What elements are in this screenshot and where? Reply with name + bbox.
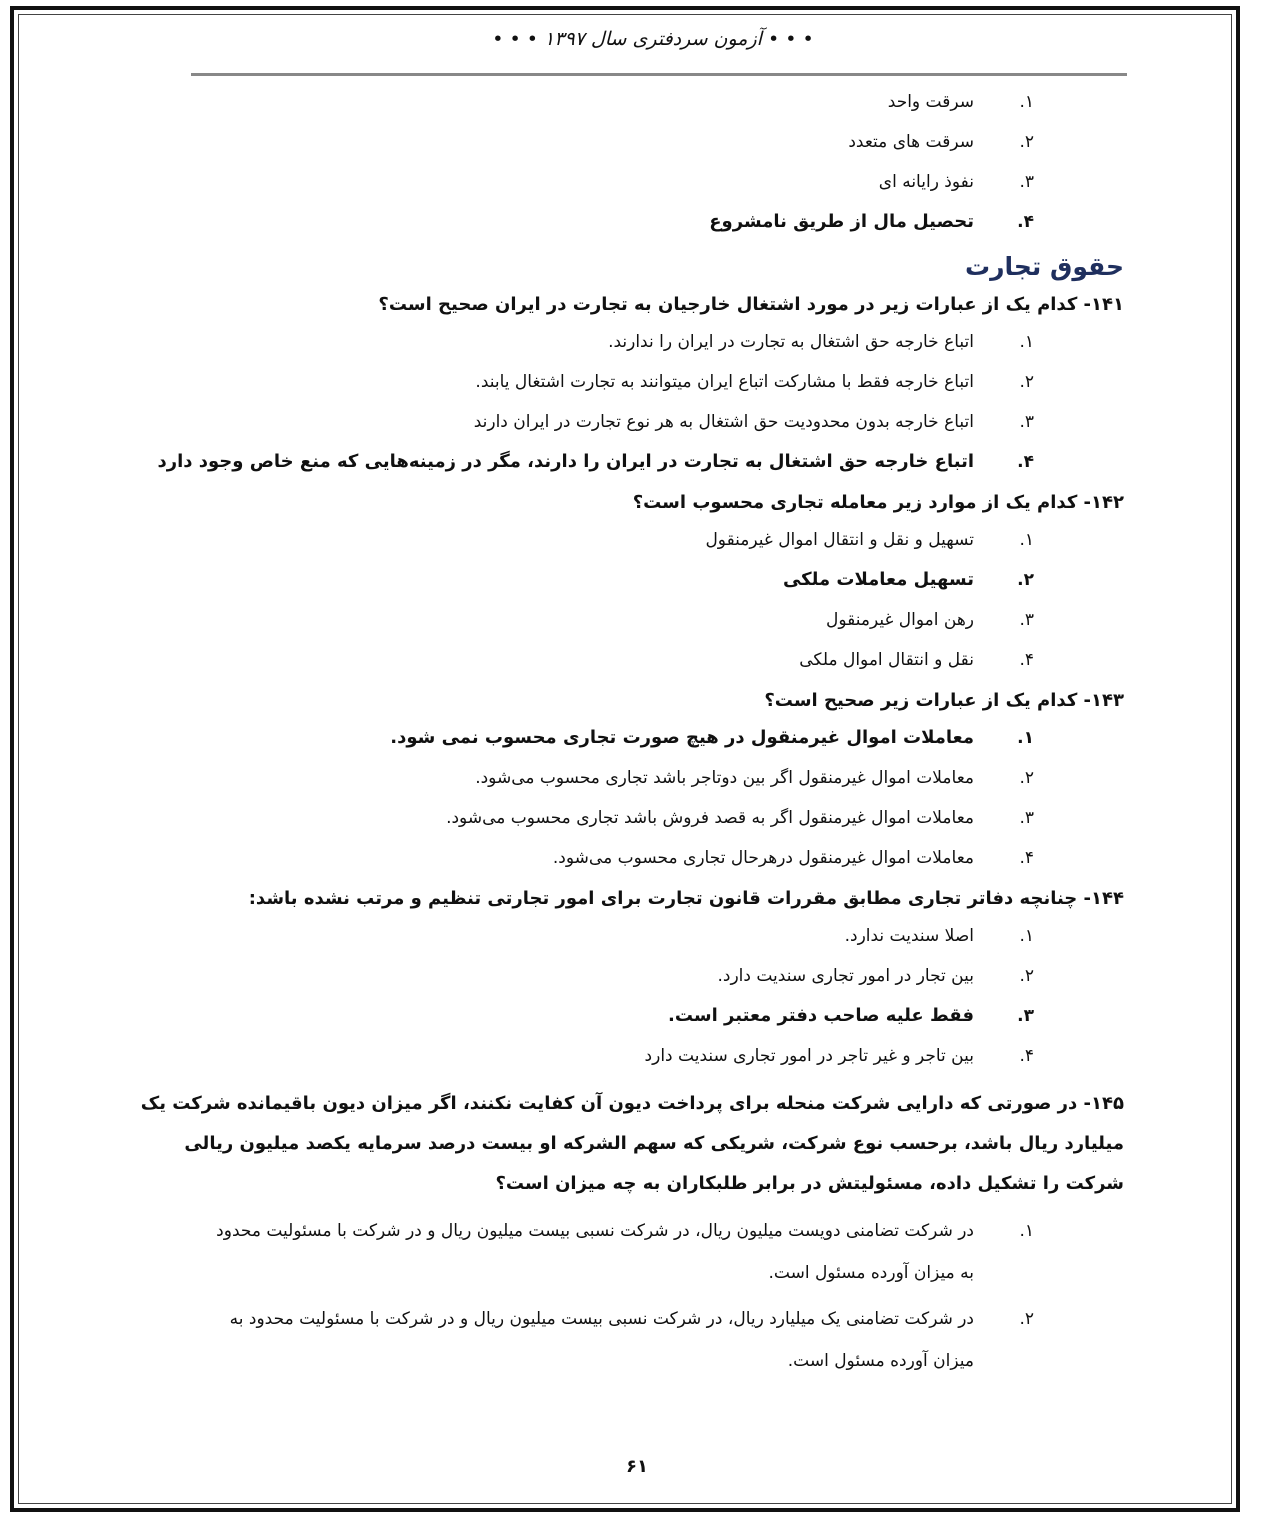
question-142: ۱۴۲- کدام یک از موارد زیر معامله تجاری محسوب است؟ [632, 492, 1124, 513]
option-text: معاملات اموال غیرمنقول اگر به قصد فروش باشد تجاری محسوب می‌شود. [446, 808, 974, 828]
list-item [134, 90, 1124, 114]
option-text: اتباع خارجه حق اشتغال به تجارت در ایران را دارند، مگر در زمینه‌هایی که منع خاص وجود دارد [157, 451, 974, 472]
option-number: ۲. [1019, 966, 1034, 986]
list-item [134, 924, 1124, 948]
list-item [134, 806, 1124, 830]
option-text: نقل و انتقال اموال ملکی [799, 650, 974, 670]
option-number: ۴. [1019, 650, 1034, 670]
option-text: اصلا سندیت ندارد. [844, 926, 974, 946]
list-item [209, 1210, 1124, 1294]
question-145: ۱۴۵- در صورتی که دارایی شرکت منحله برای پرداخت دیون آن کفایت نکنند، اگر میزان دیون باقیمانده شرکت یک میلیارد ریال باشد، برحسب نوع شرکت، شریکی که سهم الشرکه او بیست درصد سرمایه یکصد میلیون ریالی شرکت را تشکیل داده، مسئولیتش در برابر طلبکاران به چه میزان است؟ [140, 1093, 1124, 1194]
list-item [209, 1298, 1124, 1382]
option-text: بین تجار در امور تجاری سندیت دارد. [717, 966, 974, 986]
option-number: ۱. [1019, 332, 1034, 352]
option-number: ۲. [1017, 570, 1034, 590]
option-number: ۴. [1019, 848, 1034, 868]
option-text: بین تاجر و غیر تاجر در امور تجاری سندیت دارد [644, 1046, 974, 1066]
option-text: معاملات اموال غیرمنقول در هیچ صورت تجاری محسوب نمی شود. [390, 727, 974, 748]
list-item [134, 1044, 1124, 1068]
option-number: ۱. [1019, 1221, 1034, 1241]
list-item [134, 528, 1124, 552]
option-text: سرقت واحد [887, 92, 974, 112]
option-text: اتباع خارجه فقط با مشارکت اتباع ایران میتوانند به تجارت اشتغال یابند. [475, 372, 974, 392]
question-143: ۱۴۳- کدام یک از عبارات زیر صحیح است؟ [764, 690, 1124, 711]
option-text: در شرکت تضامنی دویست میلیون ریال، در شرکت نسبی بیست میلیون ریال و در شرکت با مسئولیت محدود به میزان آورده مسئول است. [216, 1221, 974, 1283]
option-number: ۳. [1019, 412, 1034, 432]
list-item [134, 648, 1124, 672]
list-item-correct [134, 726, 1124, 750]
option-number: ۴. [1019, 1046, 1034, 1066]
list-item [134, 410, 1124, 434]
question-144: ۱۴۴- چنانچه دفاتر تجاری مطابق مقررات قانون تجارت برای امور تجارتی تنظیم و مرتب نشده باشد: [248, 888, 1124, 909]
option-text: نفوذ رایانه ای [878, 172, 974, 192]
list-item [134, 170, 1124, 194]
option-text: سرقت های متعدد [848, 132, 974, 152]
option-text: تسهیل معاملات ملکی [782, 569, 974, 590]
option-number: ۴. [1017, 452, 1034, 472]
option-number: ۳. [1017, 1006, 1034, 1026]
option-number: ۱. [1019, 92, 1034, 112]
list-item [134, 370, 1124, 394]
list-item [134, 130, 1124, 154]
option-text: تحصیل مال از طریق نامشروع [709, 211, 974, 232]
option-text: تسهیل و نقل و انتقال اموال غیرمنقول [705, 530, 974, 550]
option-text: اتباع خارجه بدون محدودیت حق اشتغال به هر نوع تجارت در ایران دارند [473, 412, 974, 432]
list-item [134, 330, 1124, 354]
list-item-correct [134, 568, 1124, 592]
option-text: معاملات اموال غیرمنقول درهرحال تجاری محسوب می‌شود. [552, 848, 974, 868]
option-number: ۲. [1019, 768, 1034, 788]
list-item [134, 608, 1124, 632]
list-item [134, 846, 1124, 870]
option-number: ۳. [1019, 610, 1034, 630]
option-number: ۴. [1017, 212, 1034, 232]
option-text: رهن اموال غیرمنقول [826, 610, 974, 630]
option-number: ۳. [1019, 808, 1034, 828]
option-number: ۳. [1019, 172, 1034, 192]
page-content [134, 90, 1124, 1386]
header-rule [191, 73, 1127, 76]
question-141: ۱۴۱- کدام یک از عبارات زیر در مورد اشتغال خارجیان به تجارت در ایران صحیح است؟ [378, 294, 1124, 315]
list-item [134, 964, 1124, 988]
list-item-correct [134, 210, 1124, 234]
option-number: ۱. [1017, 728, 1034, 748]
list-item [134, 766, 1124, 790]
page-header: • • • آزمون سردفتری سال ۱۳۹۷ • • • [492, 28, 814, 50]
option-text: در شرکت تضامنی یک میلیارد ریال، در شرکت نسبی بیست میلیون ریال و در شرکت با مسئولیت محدود به میزان آورده مسئول است. [229, 1309, 974, 1371]
option-text: اتباع خارجه حق اشتغال به تجارت در ایران را ندارند. [608, 332, 974, 352]
option-number: ۱. [1019, 926, 1034, 946]
section-title: حقوق تجارت [964, 252, 1124, 281]
page-number: ۶۱ [626, 1456, 648, 1477]
option-text: معاملات اموال غیرمنقول اگر بین دوتاجر باشد تجاری محسوب می‌شود. [475, 768, 974, 788]
option-number: ۲. [1019, 132, 1034, 152]
list-item-correct [134, 1004, 1124, 1028]
option-number: ۲. [1019, 372, 1034, 392]
option-number: ۱. [1019, 530, 1034, 550]
option-number: ۲. [1019, 1309, 1034, 1329]
option-text: فقط علیه صاحب دفتر معتبر است. [668, 1005, 974, 1026]
list-item-correct [134, 450, 1124, 474]
